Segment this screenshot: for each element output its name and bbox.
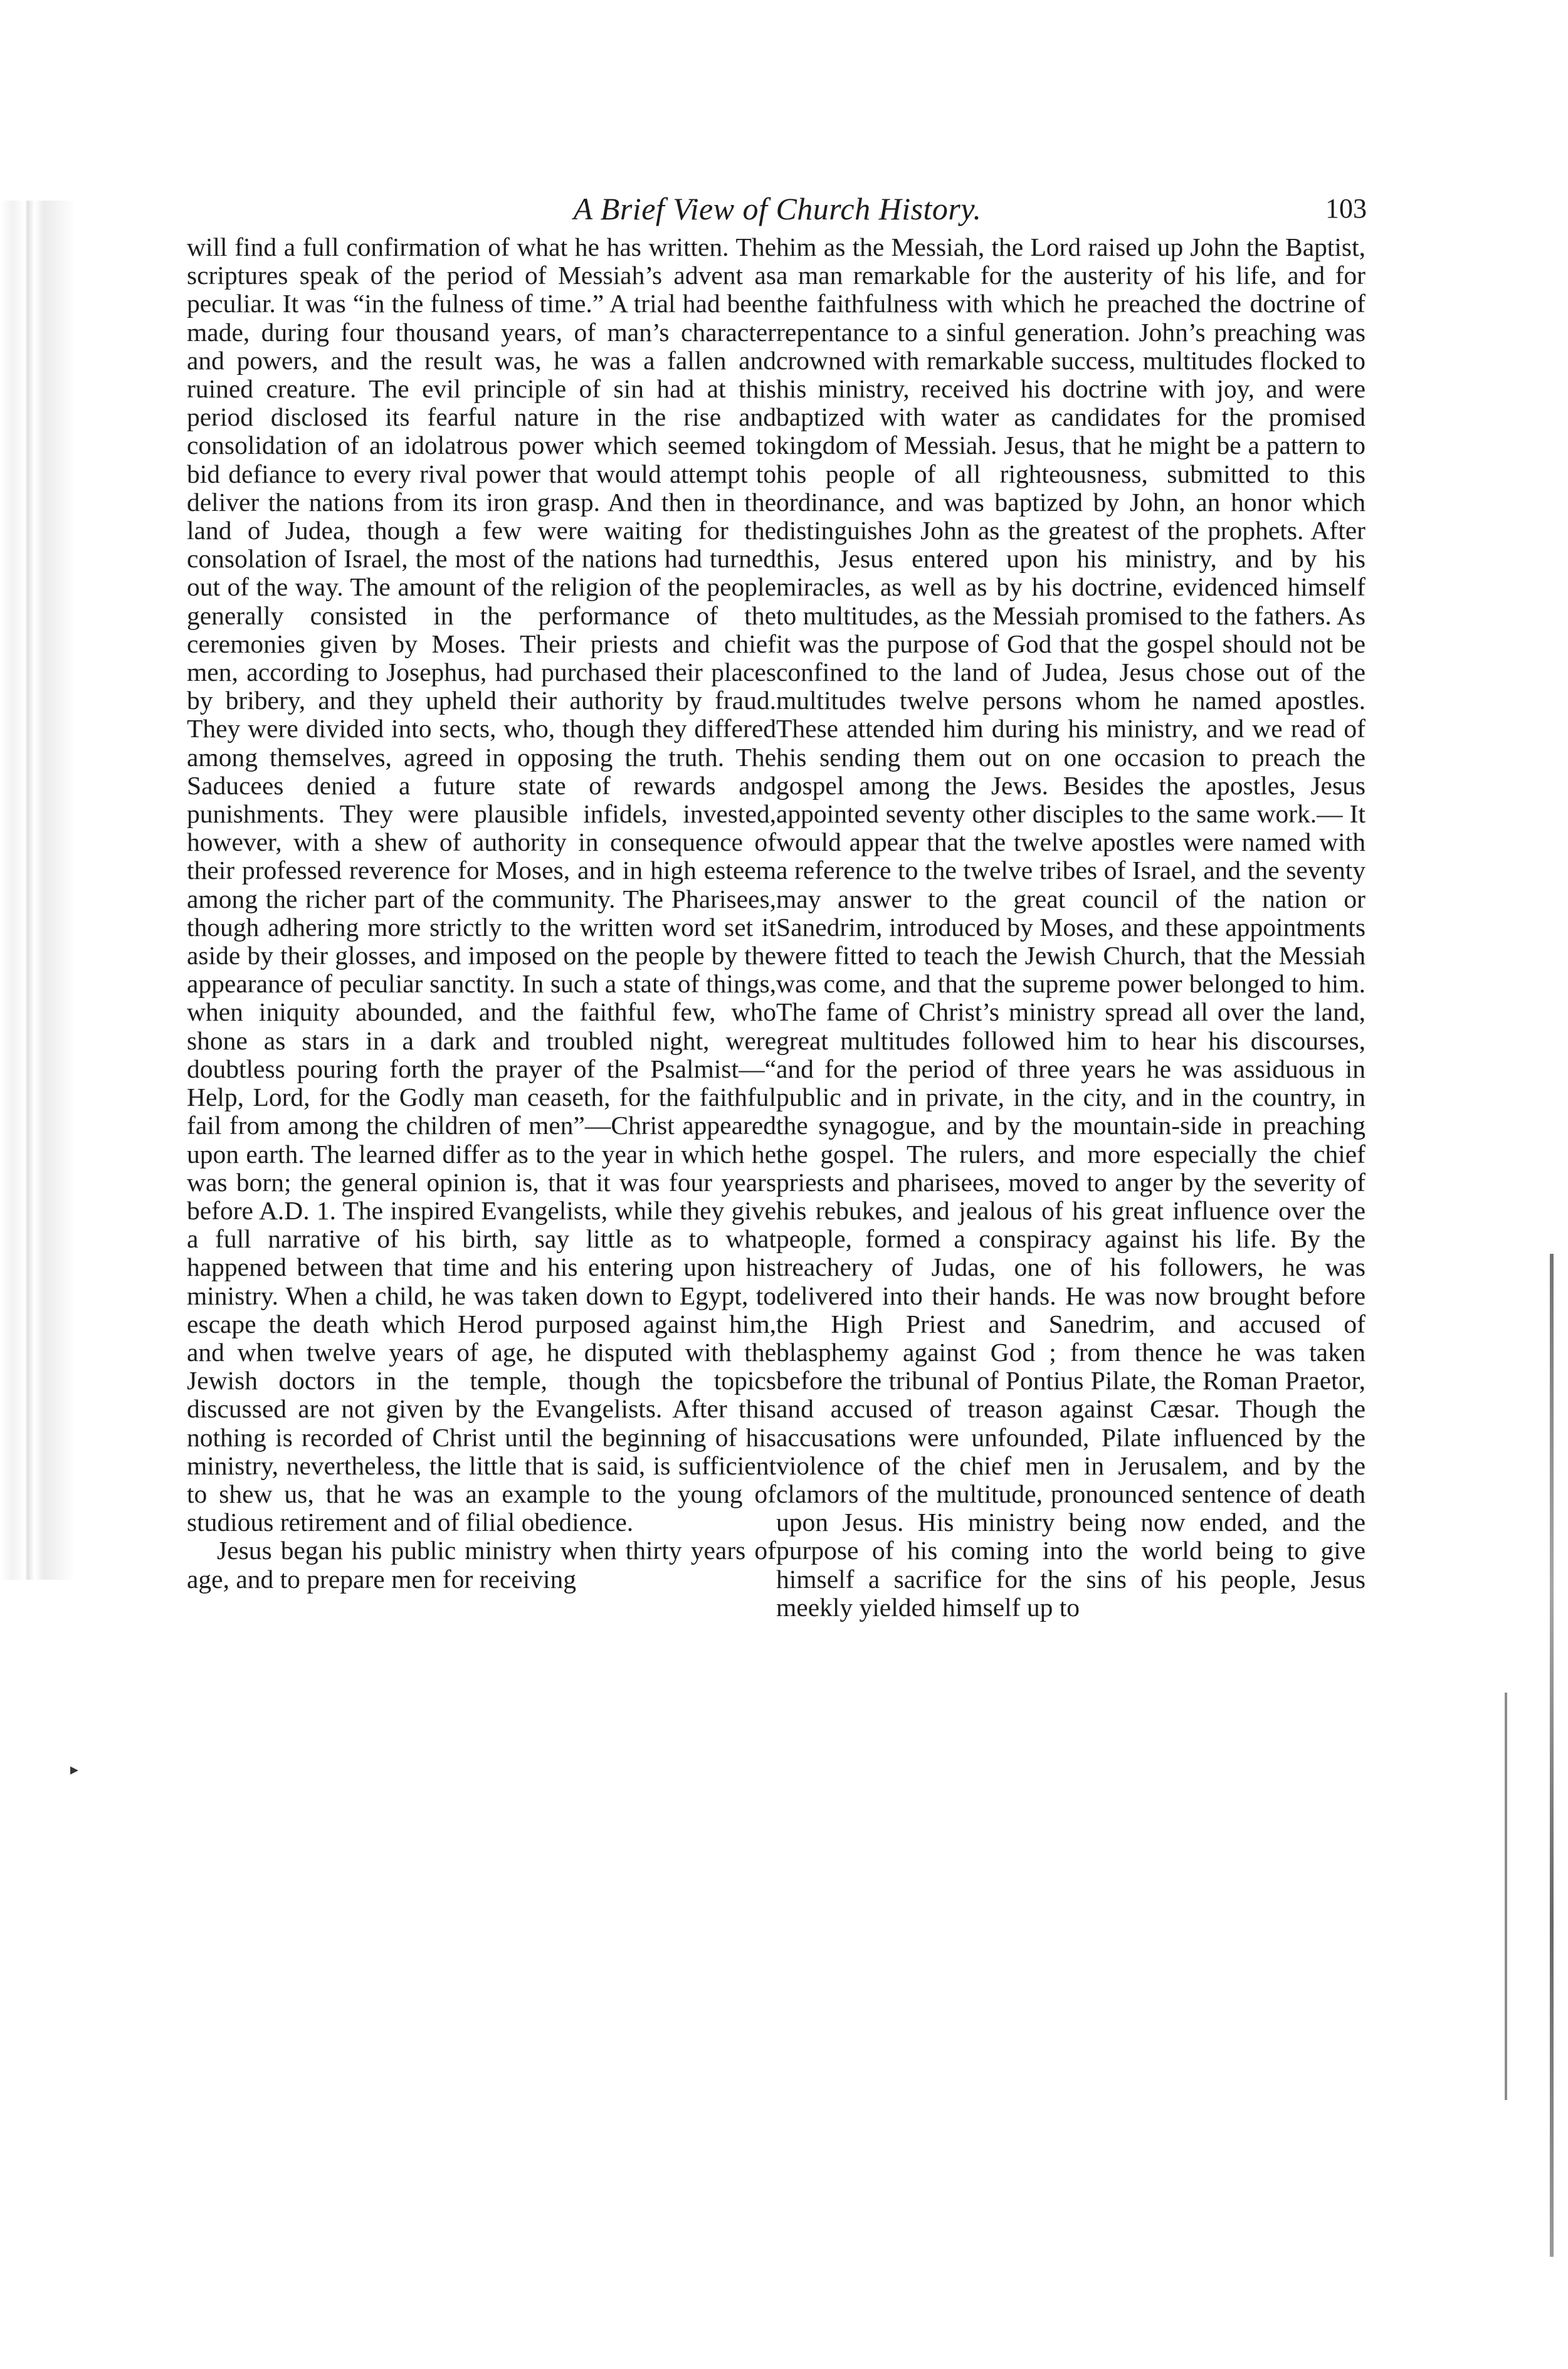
left-column (187, 233, 776, 1594)
paragraph: Jesus began his public ministry when thirty years of age, and to prepare men for receiving (187, 1536, 776, 1594)
margin-arrow-icon: ▸ (70, 1760, 79, 1778)
paragraph: will find a full confirmation of what he has written. The scriptures speak of the period of Messiah’s advent as peculiar. It was “in the fulness of time.” A trial had been made, during four thousand years, of man’s character and powers, and the result was, he was a fallen and ruined creature. The evil principle of sin had at this period disclosed its fearful nature in the rise and consolidation of an idolatrous power which seemed to bid defiance to every rival power that would attempt to deliver the nations from its iron grasp. And then in the land of Judea, though a few were waiting for the consolation of Israel, the most of the nations had turned out of the way. The amount of the religion of the people generally consisted in the performance of the ceremonies given by Moses. Their priests and chief men, according to Josephus, had purchased their places by bribery, and they upheld their authority by fraud. They were divided into sects, who, though they differed among themselves, agreed in opposing the truth. The Saducees denied a future state of rewards and punishments. They were plausible infidels, invested, however, with a shew of authority in consequence of their professed reverence for Moses, and in high esteem among the richer part of the community. The Pharisees, though adhering more strictly to the written word set it aside by their glosses, and imposed on the people by the appearance of peculiar sanctity. In such a state of things, when iniquity abounded, and the faithful few, who shone as stars in a dark and troubled night, were doubtless pouring forth the prayer of the Psalmist—“ Help, Lord, for the Godly man ceaseth, for the faithful fail from among the children of men”—Christ appeared upon earth. The learned differ as to the year in which he was born; the general opinion is, that it was four years before A.D. 1. The inspired Evangelists, while they give a full narrative of his birth, say little as to what happened between that time and his entering upon his ministry. When a child, he was taken down to Egypt, to escape the death which Herod purposed against him, and when twelve years of age, he disputed with the Jewish doctors in the temple, though the topics discussed are not given by the Evangelists. After this nothing is recorded of Christ until the beginning of his ministry, nevertheless, the little that is said, is sufficient to shew us, that he was an example to the young of studious retirement and of filial obedience. (187, 233, 776, 1537)
scan-edge-line (1550, 1254, 1554, 2257)
running-head (188, 187, 1367, 231)
scan-edge-shadow (0, 201, 75, 1580)
page-number: 103 (1325, 193, 1367, 224)
right-column (776, 233, 1365, 1622)
paragraph: him as the Messiah, the Lord raised up John the Baptist, a man remarkable for the austerity of his life, and for the faithfulness with which he preached the doctrine of repentance to a sinful generation. John’s preaching was crowned with remarkable success, multitudes flocked to his ministry, received his doctrine with joy, and were baptized with water as candidates for the promised kingdom of Messiah. Jesus, that he might be a pattern to his people of all righteousness, submitted to this ordinance, and was baptized by John, an honor which distinguishes John as the greatest of the prophets. After this, Jesus entered upon his ministry, and by his miracles, as well as by his doctrine, evidenced himself to multitudes, as the Messiah promised to the fathers. As it was the purpose of God that the gospel should not be confined to the land of Judea, Jesus chose out of the multitudes twelve persons whom he named apostles. These attended him during his ministry, and we read of his sending them out on one occasion to preach the gospel among the Jews. Besides the apostles, Jesus appointed seventy other disciples to the same work.— It would appear that the twelve apostles were named with a reference to the twelve tribes of Israel, and the seventy may answer to the great council of the nation or Sanedrim, introduced by Moses, and these appointments were fitted to teach the Jewish Church, that the Messiah was come, and that the supreme power belonged to him. The fame of Christ’s ministry spread all over the land, great multitudes followed him to hear his discourses, and for the period of three years he was assiduous in public and in private, in the city, and in the country, in the synagogue, and by the mountain-side in preaching the gospel. The rulers, and more especially the chief priests and pharisees, moved to anger by the severity of his rebukes, and jealous of his great influence over the people, formed a conspiracy against his life. By the treachery of Judas, one of his followers, he was delivered into their hands. He was now brought before the High Priest and Sanedrim, and accused of blasphemy against God ; from thence he was taken before the tribunal of Pontius Pilate, the Roman Praetor, and accused of treason against Cæsar. Though the accusations were unfounded, Pilate influenced by the violence of the chief men in Jerusalem, and by the clamors of the multitude, pronounced sentence of death upon Jesus. His ministry being now ended, and the purpose of his coming into the world being to give himself a sacrifice for the sins of his people, Jesus meekly yielded himself up to (776, 233, 1365, 1622)
scan-edge-line-inner (1505, 1693, 1507, 2100)
running-title: A Brief View of Church History. (573, 191, 982, 226)
